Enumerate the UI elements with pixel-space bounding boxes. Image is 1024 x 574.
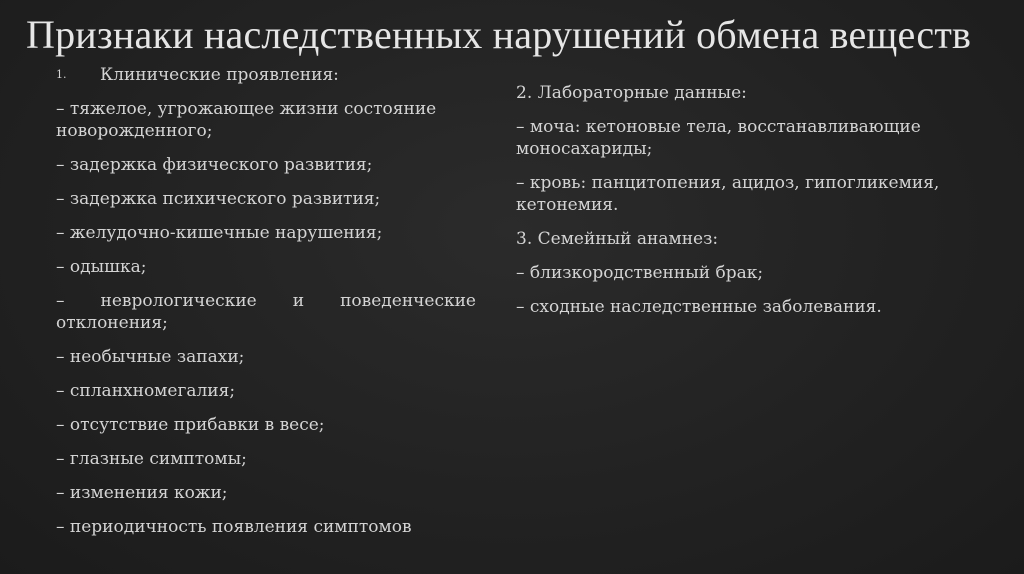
clinical-column [56,64,476,550]
list-item: – периодичность появления симптомов [56,517,412,537]
list-item: – моча: кетоновые тела, восстанавливающие моносахариды; [516,117,921,159]
heading-text: Клинические проявления: [100,65,339,85]
list-item: – спланхномегалия; [56,381,236,401]
list-item: – близкородственный брак; [516,263,764,283]
clinical-heading [56,64,476,86]
list-item-neuro-line2: отклонения; [56,313,168,333]
list-item: – изменения кожи; [56,483,228,503]
list-item: – сходные наследственные заболевания. [516,297,882,317]
list-item: – глазные симптомы; [56,449,247,469]
list-item: – тяжелое, угрожающее жизни состояние новорожденного; [56,99,437,141]
family-heading: 3. Семейный анамнез: [516,229,719,249]
list-item: – желудочно-кишечные нарушения; [56,223,383,243]
list-item: – задержка физического развития; [56,155,373,175]
list-item-neuro [56,290,476,334]
lab-heading: 2. Лабораторные данные: [516,83,747,103]
list-item-neuro-line1: – неврологические и поведенческие [56,291,476,311]
list-item: – задержка психического развития; [56,189,381,209]
list-item: – одышка; [56,257,147,277]
lab-column [516,82,956,330]
slide-title: Признаки наследственных нарушений обмена веществ [26,12,972,57]
list-item: – кровь: панцитопения, ацидоз, гипогликемия, кетонемия. [516,173,940,215]
list-item: – необычные запахи; [56,347,245,367]
list-item: – отсутствие прибавки в весе; [56,415,325,435]
heading-number: 1. [56,68,67,81]
